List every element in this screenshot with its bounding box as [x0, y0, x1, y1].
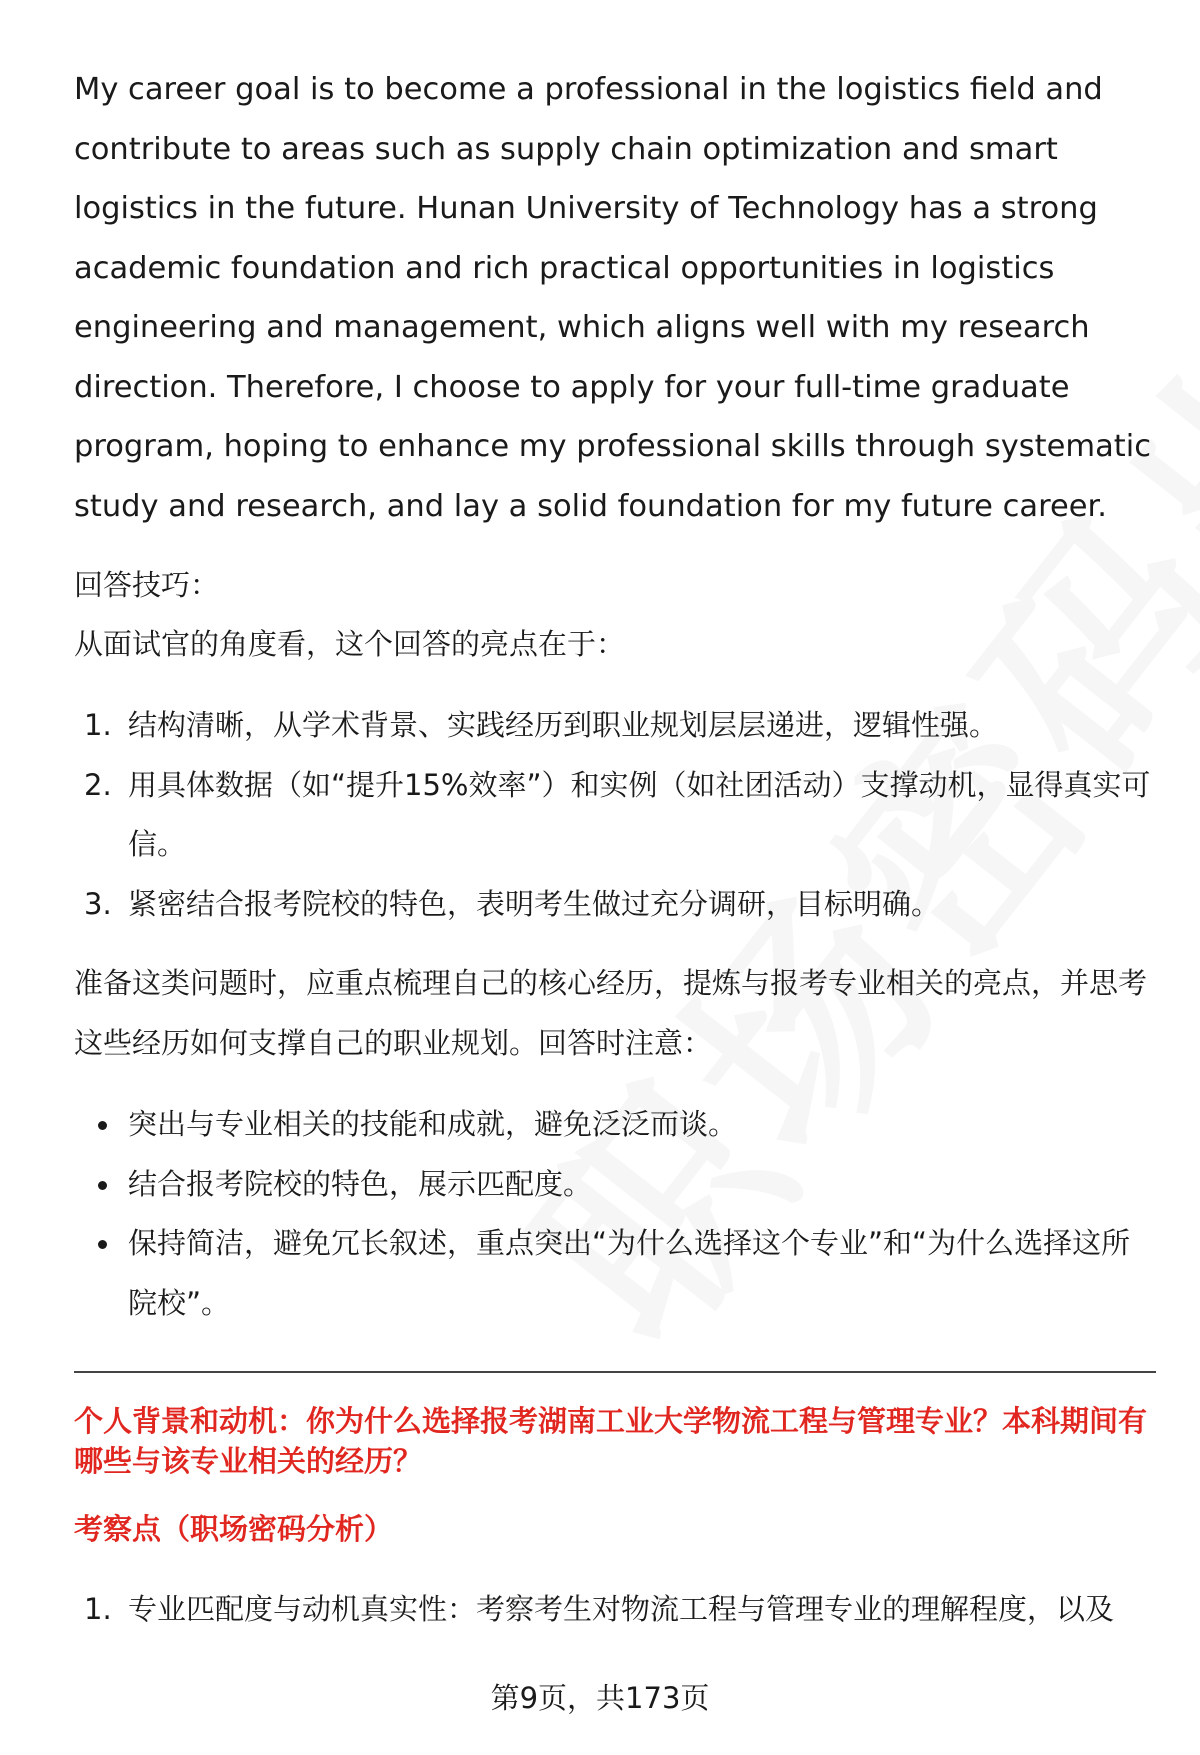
- list-item-text: 保持简洁，避免冗长叙述，重点突出“为什么选择这个专业”和“为什么选择这所院校”。: [128, 1226, 1131, 1320]
- list-item: [74, 1589, 1154, 1629]
- section-divider: [74, 1371, 1156, 1373]
- question-heading: 个人背景和动机：你为什么选择报考湖南工业大学物流工程与管理专业？本科期间有哪些与该专业相关的经历？: [74, 1404, 1148, 1478]
- list-item: [74, 1095, 1154, 1155]
- list-item-text: 紧密结合报考院校的特色，表明考生做过充分调研，目标明确。: [128, 886, 941, 921]
- tips-label: 回答技巧：: [74, 568, 220, 602]
- highlights-list: [74, 696, 1154, 934]
- page-footer: 第9页，共173页: [490, 1681, 710, 1715]
- list-item-text: 专业匹配度与动机真实性：考察考生对物流工程与管理专业的理解程度，以及: [128, 1592, 1115, 1626]
- list-number: 1.: [84, 1592, 112, 1626]
- list-item: [74, 696, 1154, 756]
- exam-points-list: [74, 1589, 1154, 1629]
- list-item: [74, 756, 1154, 875]
- bullet-icon: [98, 1181, 107, 1190]
- list-item: [74, 1155, 1154, 1215]
- list-number: 3.: [84, 886, 112, 921]
- list-item-text: 突出与专业相关的技能和成就，避免泛泛而谈。: [128, 1107, 738, 1141]
- list-item: [74, 1214, 1154, 1333]
- prep-paragraph: 准备这类问题时，应重点梳理自己的核心经历，提炼与报考专业相关的亮点，并思考这些经历如何支撑自己的职业规划。回答时注意：: [74, 966, 1148, 1060]
- bullet-icon: [98, 1121, 107, 1130]
- list-item: [74, 875, 1154, 935]
- list-item-text: 用具体数据（如“提升15%效率”）和实例（如社团活动）支撑动机，显得真实可信。: [128, 767, 1151, 861]
- list-item-text: 结合报考院校的特色，展示匹配度。: [128, 1166, 593, 1201]
- intro-paragraph: My career goal is to become a professional in the logistics field and contribute to areas such as supply chain optimization and smart logistics in the future. Hunan University of Technology has a strong academic foundation and rich practical opportunities in logistics engineering and management, which aligns well with my research direction. Therefore, I choose to apply for your full-time graduate program, hoping to enhance my professional skills through systematic study and research, and lay a solid foundation for my future career.: [74, 72, 1151, 524]
- tips-intro: 从面试官的角度看，这个回答的亮点在于：: [74, 627, 626, 661]
- list-number: 1.: [84, 708, 112, 742]
- exam-point-heading: 考察点（职场密码分析）: [74, 1512, 394, 1546]
- list-number: 2.: [84, 767, 112, 802]
- notes-list: [74, 1095, 1154, 1333]
- bullet-icon: [98, 1240, 107, 1249]
- document-body: [74, 60, 1154, 1629]
- list-item-text: 结构清晰，从学术背景、实践经历到职业规划层层递进，逻辑性强。: [128, 708, 999, 742]
